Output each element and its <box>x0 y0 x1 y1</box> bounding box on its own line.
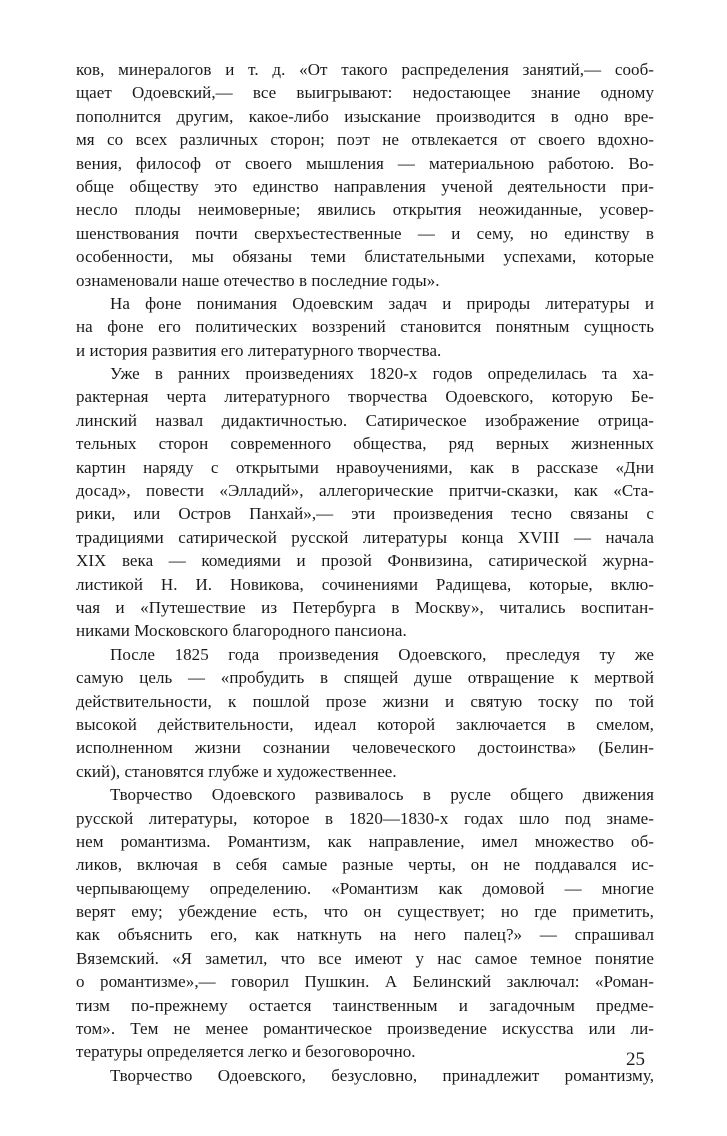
text-line: ский), становятся глубже и художественнее. <box>76 761 397 781</box>
paragraph <box>76 292 654 362</box>
text-line: верят ему; убеждение есть, что он существует; но где приметить, <box>76 902 654 922</box>
page-number: 25 <box>626 1049 645 1070</box>
text-line: исполненном жизни сознании человеческого достоинства» (Белин- <box>76 738 654 758</box>
text-line: и история развития его литературного творчества. <box>76 340 442 360</box>
text-line: досад», повести «Элладий», аллегорические притчи-сказки, как «Ста- <box>76 481 654 501</box>
text-line: картин наряду с открытыми нравоучениями, как в рассказе «Дни <box>76 457 654 477</box>
text-line: на фоне его политических воззрений становится понятным сущность <box>76 317 654 337</box>
text-line: том». Тем не менее романтическое произведение искусства или ли- <box>76 1019 654 1039</box>
text-line: На фоне понимания Одоевским задач и природы литературы и <box>110 293 654 313</box>
text-line: рики, или Остров Панхай»,— эти произведения тесно связаны с <box>76 504 654 524</box>
text-line: тельных сторон современного общества, ряд верных жизненных <box>76 434 654 454</box>
text-line: о романтизме»,— говорил Пушкин. А Белинский заключал: «Роман- <box>76 972 654 992</box>
text-line: чая и «Путешествие из Петербурга в Москву», читались воспитан- <box>76 597 654 617</box>
text-line: высокой действительности, идеал которой заключается в смелом, <box>76 714 654 734</box>
body-text <box>76 58 654 1087</box>
text-line: щает Одоевский,— все выигрывают: недостающее знание одному <box>76 83 654 103</box>
text-line: обще обществу это единство направления ученой деятельности при- <box>76 176 654 196</box>
text-line: мя со всех различных сторон; поэт не отвлекается от своего вдохно- <box>76 130 654 150</box>
text-line: Творчество Одоевского, безусловно, принадлежит романтизму, <box>110 1065 654 1085</box>
paragraph <box>76 1064 654 1087</box>
text-line: особенности, мы обязаны теми блистательными успехами, которые <box>76 247 654 267</box>
paragraph <box>76 783 654 1064</box>
paragraph <box>76 643 654 783</box>
text-line: линский назвал дидактичностью. Сатирическое изображение отрица- <box>76 410 654 430</box>
text-line: Уже в ранних произведениях 1820-х годов определилась та ха- <box>110 364 654 384</box>
text-line: самую цель — «пробудить в спящей душе отвращение к мертвой <box>76 668 654 688</box>
text-line: черпывающему определению. «Романтизм как домовой — многие <box>76 878 654 898</box>
text-line: ков, минералогов и т. д. «От такого распределения занятий,— сооб- <box>76 60 654 79</box>
text-line: традициями сатирической русской литературы конца XVIII — начала <box>76 527 654 547</box>
text-line: действительности, к пошлой прозе жизни и святую тоску по той <box>76 691 654 711</box>
text-line: После 1825 года произведения Одоевского, преследуя ту же <box>110 644 654 664</box>
text-line: рактерная черта литературного творчества Одоевского, которую Бе- <box>76 387 654 407</box>
text-line: несло плоды неимоверные; явились открытия неожиданные, усовер- <box>76 200 654 220</box>
text-line: тературы определяется легко и безоговорочно. <box>76 1042 416 1062</box>
paragraph <box>76 58 654 292</box>
text-line: как объяснить его, как наткнуть на него палец?» — спрашивал <box>76 925 654 945</box>
text-line: тизм по-прежнему остается таинственным и загадочным предме- <box>76 995 654 1015</box>
text-line: шенствования почти сверхъестественные — и сему, но единству в <box>76 223 654 243</box>
text-line: никами Московского благородного пансиона. <box>76 621 407 641</box>
text-line: нем романтизма. Романтизм, как направление, имел множество об- <box>76 831 654 851</box>
text-line: листикой Н. И. Новикова, сочинениями Радищева, которые, вклю- <box>76 574 654 594</box>
text-line: Вяземский. «Я заметил, что все имеют у нас самое темное понятие <box>76 948 654 968</box>
text-line: пополнится другим, какое-либо изыскание производится в одно вре- <box>76 106 654 126</box>
text-line: Творчество Одоевского развивалось в русле общего движения <box>110 785 654 805</box>
paragraph <box>76 362 654 643</box>
text-line: русской литературы, которое в 1820—1830-х годах шло под знаме- <box>76 808 654 828</box>
text-line: вения, философ от своего мышления — материальною работою. Во- <box>76 153 654 173</box>
text-line: ликов, включая в себя самые разные черты, он не поддавался ис- <box>76 855 654 875</box>
text-line: ознаменовали наше отечество в последние годы». <box>76 270 440 290</box>
text-line: XIX века — комедиями и прозой Фонвизина, сатирической журна- <box>76 551 654 571</box>
